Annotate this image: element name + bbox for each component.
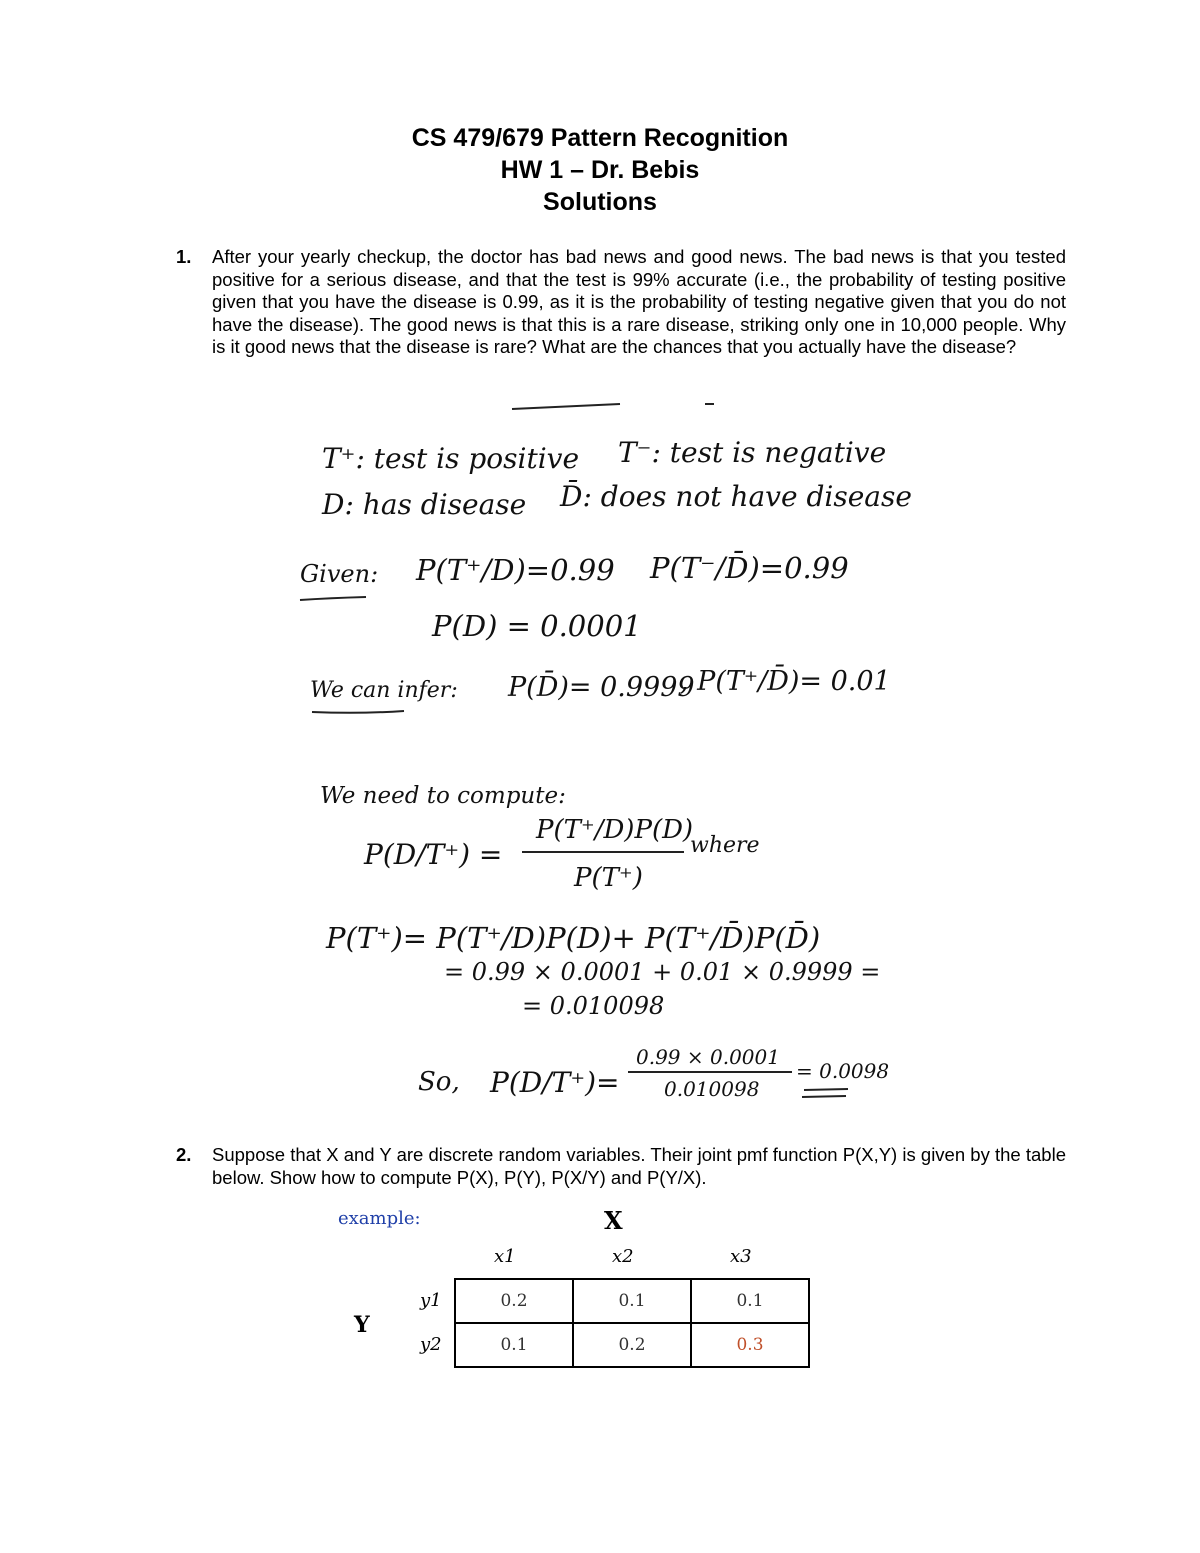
example-label: example: [338, 1208, 421, 1229]
where-label: where [690, 833, 760, 858]
def-has-disease: D: has disease [322, 488, 527, 521]
pmf-table-figure [320, 1200, 840, 1380]
double-underline [802, 1096, 846, 1097]
column-header-x2: x2 [612, 1246, 634, 1267]
so-label: So, [418, 1067, 460, 1097]
underline-stroke [300, 597, 366, 600]
y-axis-label: Y [354, 1312, 370, 1338]
question-2 [176, 1144, 1066, 1194]
table-row [455, 1279, 809, 1323]
table-cell: 0.1 [455, 1323, 573, 1367]
def-test-positive: T⁺: test is positive [322, 442, 580, 475]
x-axis-label: X [604, 1206, 623, 1235]
given-prior: P(D) = 0.0001 [432, 609, 642, 643]
final-result: = 0.0098 [796, 1059, 890, 1083]
table-cell: 0.1 [691, 1279, 809, 1323]
solutions-subtitle: Solutions [543, 188, 657, 216]
infer-complement-prior: P(D̄)= 0.9999 [508, 672, 695, 703]
underline-stroke [312, 711, 404, 713]
bayes-denominator: P(T⁺) [574, 863, 643, 893]
question-text: After your yearly checkup, the doctor has bad news and good news. The bad news is that you tested positive for a serious disease, and that the test is 99% accurate (i.e., the probability of testing positive given that you have the disease is 0.99, as it is the probability of testing negative given that you do not have the disease). The good news is that this is a rare disease, striking only one in 10,000 people. Why is it good news that the disease is rare? What are the chances that you actually have the disease? [212, 246, 1066, 358]
final-lhs: P(D/T⁺)= [490, 1066, 620, 1099]
bayes-lhs: P(D/T⁺) = [364, 838, 503, 871]
given-test-specificity: P(T⁻/D̄)=0.99 [650, 551, 849, 585]
total-probability-substitution: = 0.99 × 0.0001 + 0.01 × 0.9999 = [444, 958, 881, 986]
total-probability-formula: P(T⁺)= P(T⁺/D)P(D)+ P(T⁺/D̄)P(D̄) [326, 921, 821, 955]
table-row [455, 1323, 809, 1367]
final-numerator: 0.99 × 0.0001 [636, 1045, 780, 1069]
table-cell: 0.2 [455, 1279, 573, 1323]
question-number: 2. [176, 1144, 192, 1165]
bayes-numerator: P(T⁺/D)P(D) [536, 815, 694, 845]
infer-label: We can infer: [310, 678, 458, 703]
homework-title: HW 1 – Dr. Bebis [500, 156, 700, 184]
need-to-compute-label: We need to compute: [320, 783, 566, 809]
column-header-x1: x1 [494, 1246, 516, 1267]
course-title: CS 479/679 Pattern Recognition [411, 124, 789, 152]
row-header-y2: y2 [420, 1334, 442, 1355]
table-cell: 0.2 [573, 1323, 691, 1367]
table-cell-highlight: 0.3 [691, 1323, 809, 1367]
given-test-accuracy: P(T⁺/D)=0.99 [416, 553, 615, 587]
total-probability-result: = 0.010098 [522, 992, 665, 1020]
pen-stroke [512, 404, 620, 409]
question-number: 1. [176, 246, 192, 267]
column-header-x3: x3 [730, 1246, 752, 1267]
question-text: Suppose that X and Y are discrete random variables. Their joint pmf function P(X,Y) is given by the table below. Show how to compute P(X), P(Y), P(X/Y) and P(Y/X). [212, 1144, 1066, 1188]
def-no-disease: D̄: does not have disease [560, 480, 912, 513]
double-underline [804, 1089, 848, 1090]
infer-false-positive: , P(T⁺/D̄)= 0.01 [680, 666, 891, 697]
joint-pmf-table [454, 1278, 810, 1368]
table-cell: 0.1 [573, 1279, 691, 1323]
final-denominator: 0.010098 [664, 1077, 760, 1101]
def-test-negative: T⁻: test is negative [618, 436, 887, 469]
row-header-y1: y1 [420, 1290, 442, 1311]
given-label: Given: [300, 560, 379, 588]
